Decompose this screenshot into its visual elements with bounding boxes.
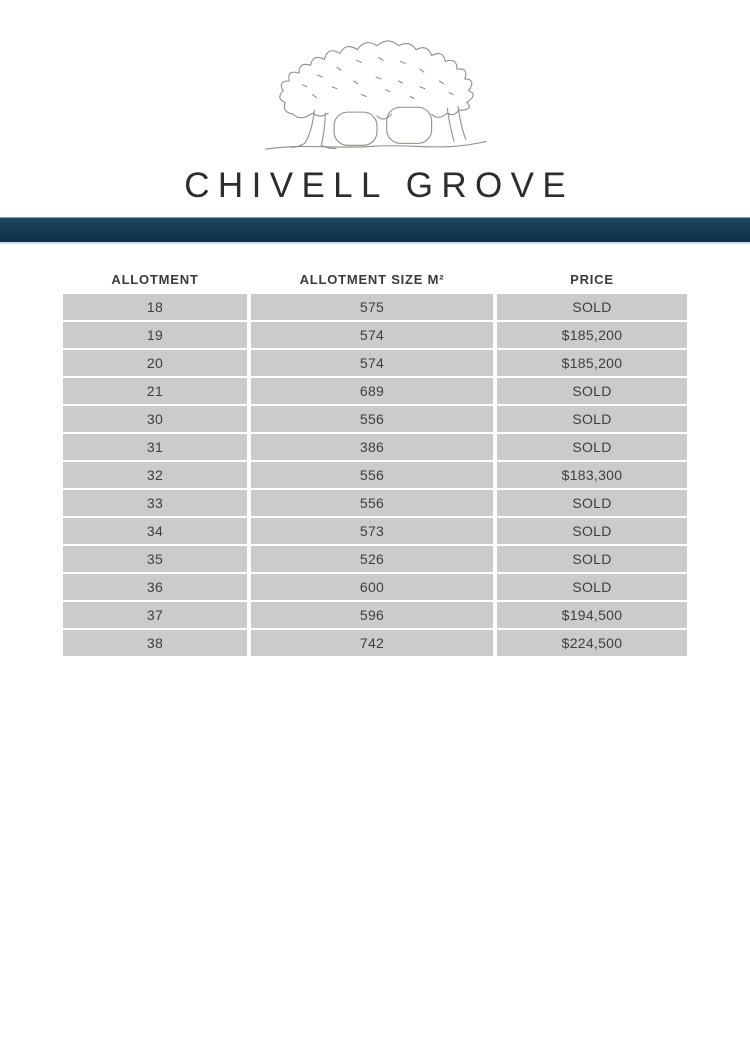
cell-allotment: 36 [63,574,247,600]
cell-size: 574 [251,350,493,376]
cell-price: SOLD [497,546,687,572]
cell-allotment: 38 [63,630,247,656]
cell-size: 596 [251,602,493,628]
cell-size: 575 [251,294,493,320]
cell-size: 600 [251,574,493,600]
cell-allotment: 19 [63,322,247,348]
table-row [63,630,687,656]
cell-allotment: 20 [63,350,247,376]
table-row [63,518,687,544]
cell-allotment: 21 [63,378,247,404]
cell-price: SOLD [497,406,687,432]
cell-size: 526 [251,546,493,572]
col-header-size: ALLOTMENT SIZE M² [299,272,445,287]
cell-allotment: 33 [63,490,247,516]
cell-price: $185,200 [497,322,687,348]
table-row [63,434,687,460]
cell-allotment: 32 [63,462,247,488]
cell-size: 556 [251,462,493,488]
cell-allotment: 18 [63,294,247,320]
table-row [63,546,687,572]
cell-size: 689 [251,378,493,404]
cell-price: SOLD [497,294,687,320]
cell-price: SOLD [497,490,687,516]
cell-size: 742 [251,630,493,656]
table-row [63,378,687,404]
cell-price: SOLD [497,434,687,460]
table-row [63,574,687,600]
divider-banner [0,217,750,244]
col-header-allotment: ALLOTMENT [111,272,199,287]
cell-allotment: 37 [63,602,247,628]
cell-price: $224,500 [497,630,687,656]
cell-size: 574 [251,322,493,348]
cell-allotment: 35 [63,546,247,572]
table-row [63,322,687,348]
brand-title: CHIVELL GROVE [184,166,575,205]
table-header-row [63,270,687,289]
table-row [63,462,687,488]
cell-price: $183,300 [497,462,687,488]
table-row [63,490,687,516]
cell-price: SOLD [497,574,687,600]
table-body [63,294,687,656]
price-table [63,270,687,658]
cell-allotment: 31 [63,434,247,460]
table-row [63,294,687,320]
cell-price: SOLD [497,518,687,544]
cell-price: $194,500 [497,602,687,628]
table-row [63,350,687,376]
cell-size: 556 [251,406,493,432]
trees-logo-icon [262,36,490,158]
table-row [63,602,687,628]
cell-size: 573 [251,518,493,544]
table-row [63,406,687,432]
cell-allotment: 30 [63,406,247,432]
cell-size: 556 [251,490,493,516]
cell-allotment: 34 [63,518,247,544]
cell-price: SOLD [497,378,687,404]
col-header-price: PRICE [570,272,614,287]
cell-price: $185,200 [497,350,687,376]
cell-size: 386 [251,434,493,460]
